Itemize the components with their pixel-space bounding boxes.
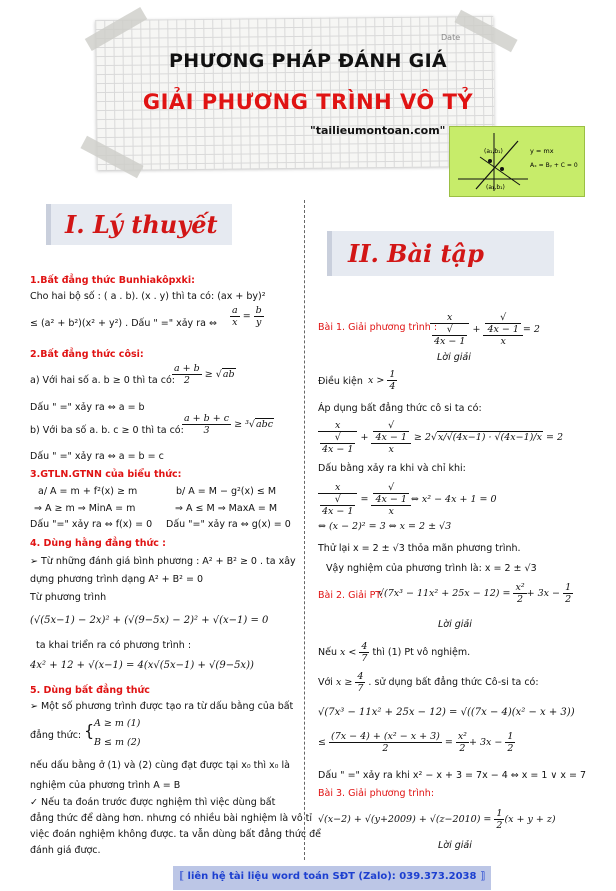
b2-case-1-b: thì (1) Pt vô nghiệm. — [372, 647, 471, 658]
s5-title: 5. Dùng bất đẳng thức — [30, 685, 150, 696]
s1-fraction: $\frac{a}{x}$ = $\frac{b}{y}$ — [232, 305, 262, 328]
b1-rhs: = 2 — [522, 324, 540, 335]
b1-equation: x √ 4x − 1 + √ 4x − 1 x = 2 — [430, 312, 540, 347]
b1-cosi-rhs: = 2 — [545, 432, 563, 443]
graph-eq-2: Aₓ = Bᵧ + C = 0 — [530, 162, 578, 169]
b3-solution-label: Lời giải — [438, 840, 472, 851]
b3-label: Bài 3. Giải phương trình: — [318, 788, 435, 799]
s4-line-2: dựng phương trình dạng A² + B² = 0 — [30, 574, 204, 585]
s2-b-formula: $\frac{a + b + c}{3}$ ≥ ³√abc — [184, 413, 274, 436]
s5-system-2: B ≤ m (2) — [94, 737, 141, 748]
b2-equation-lhs: √(7x³ − 11x² + 25x − 12) = — [378, 588, 511, 599]
s3-a-3: Dấu "=" xảy ra ⇔ f(x) = 0 — [30, 519, 153, 530]
s4-equation-2: 4x² + 12 + √(x−1) = 4(x√(5x−1) + √(9−5x)) — [30, 660, 254, 671]
graph-point-b: (a₁,b₁) — [486, 184, 505, 191]
b1-answer: Vậy nghiệm của phương trình là: x = 2 ± √3 — [326, 563, 537, 574]
s1-line-1: Cho hai bộ số : ( a . b). (x . y) thì ta có: (ax + by)² — [30, 291, 266, 302]
s3-b-3: Dấu "=" xảy ra ⇔ g(x) = 0 — [166, 519, 291, 530]
s4-title: 4. Dùng hằng đẳng thức : — [30, 538, 166, 549]
b1-solution-label: Lời giải — [437, 352, 471, 363]
graph-point-a: (a₁,b₁) — [484, 148, 503, 155]
b2-case-2-b: . sử dụng bất đẳng thức Cô-si ta có: — [368, 677, 539, 688]
s2-title: 2.Bất đẳng thức côsi: — [30, 349, 144, 360]
s2-a-formula: $\frac{a + b}{2}$ ≥ √ab — [174, 363, 235, 386]
s5-line-2: đẳng thức: — [30, 730, 82, 741]
b1-label: Bài 1. Giải phương trình : — [318, 322, 438, 333]
s5-line-1: ➢ Một số phương trình được tạo ra từ dấu bằng của bất — [30, 701, 294, 712]
b2-when: Dấu " =" xảy ra khi x² − x + 3 = 7x − 4 ⇔ x = 1 ∨ x = 7 — [318, 770, 587, 781]
footer-banner — [173, 866, 491, 890]
s2-b-equality: Dấu " =" xảy ra ⇔ a = b = c — [30, 451, 164, 462]
title-line-2: GIẢI PHƯƠNG TRÌNH VÔ TỶ — [142, 90, 474, 114]
b3-equation: √(x−2) + √(y+2009) + √(z−2010) = $\frac{1}{2}$ (x + y + z) — [318, 808, 556, 831]
title-line-1: PHƯƠNG PHÁP ĐÁNH GIÁ — [169, 50, 447, 72]
s3-a-1: a/ A = m + f²(x) ≥ m — [38, 486, 138, 497]
b2-case-2-a: Với — [318, 677, 333, 688]
theory-heading: I. Lý thuyết — [46, 204, 232, 245]
s1-title: 1.Bất đẳng thức Bunhiakôpxki: — [30, 275, 195, 286]
s2-a-equality: Dấu " =" xảy ra ⇔ a = b — [30, 402, 145, 413]
s4-line-1: ➢ Từ những đánh giá bình phương : A² + B² ≥ 0 . ta xây — [30, 556, 296, 567]
s3-a-2: ⇒ A ≥ m ⇒ MinA = m — [34, 503, 136, 514]
s2-b-text: b) Với ba số a. b. c ≥ 0 thì ta có: — [30, 425, 184, 436]
s3-b-2: ⇒ A ≤ M ⇒ MaxA = M — [175, 503, 278, 514]
s3-title: 3.GTLN.GTNN của biểu thức: — [30, 469, 182, 480]
b1-condition: Điều kiện — [318, 376, 363, 387]
s1-line-2: ≤ (a² + b²)(x² + y²) . Dấu " =" xảy ra ⇔ — [30, 318, 217, 329]
s2-a-num: a + b — [174, 363, 200, 374]
s4-line-3: Từ phương trình — [30, 592, 107, 603]
b1-when: Dấu bằng xảy ra khi và chỉ khi: — [318, 463, 466, 474]
s5-line-6: đẳng thức để dàng hơn. nhưng có nhiều bài nghiệm là vô tỉ — [30, 813, 313, 824]
b2-case-1: Nếu x < $\frac{4}{7}$ thì (1) Pt vô nghiệm. — [318, 641, 471, 664]
graph-eq-1: y = mx — [530, 147, 554, 155]
b3-equation-lhs: √(x−2) + √(y+2009) + √(z−2010) = — [318, 814, 492, 825]
s2-b-num: a + b + c — [184, 413, 230, 424]
website-label: "tailieumontoan.com" — [310, 124, 446, 137]
s5-system-1: A ≥ m (1) — [94, 718, 141, 729]
column-divider — [304, 200, 305, 860]
b1-solution: ⇔ (x − 2)² = 3 ⇔ x = 2 ± √3 — [318, 521, 452, 532]
date-label: Date — [441, 33, 461, 42]
s4-line-4: ta khai triển ra có phương trình : — [36, 640, 192, 651]
exercises-heading: II. Bài tập — [327, 231, 554, 276]
b1-check: Thử lại x = 2 ± √3 thỏa mãn phương trình. — [318, 543, 521, 554]
s5-line-8: đánh giá được. — [30, 845, 101, 856]
b1-condition-formula: x > $\frac{1}{4}$ — [368, 369, 396, 392]
b2-equation-tail: + 3x − — [526, 588, 561, 599]
s2-a-text: a) Với hai số a. b ≥ 0 thì ta có: — [30, 375, 175, 386]
footer-text: ⟦ liên hệ tài liệu word toán SĐT (Zalo): 039.373.2038 ⟧ — [179, 871, 485, 882]
coordinate-graph-icon — [450, 127, 584, 196]
s5-line-4: nghiệm của phương trình A = B — [30, 780, 181, 791]
b2-label: Bài 2. Giải PT: — [318, 590, 384, 601]
b2-equation: √(7x³ − 11x² + 25x − 12) = $\frac{\text{x²}}{2}$ + 3x − $\frac{1}{2}$ — [378, 582, 572, 605]
s4-equation-1: (√(5x−1) − 2x)² + (√(9−5x) − 2)² + √(x−1) = 0 — [30, 615, 269, 626]
b2-step-2-tail: + 3x − — [469, 737, 503, 748]
b1-cosi-equation: x √ 4x − 1 + √ 4x − 1 x ≥ 2√x/√(4x−1) · √(4x−1)/x = 2 — [318, 420, 563, 455]
s5-line-7: việc đoán nghiệm không được. ta vẫn dùng bất đẳng thức để — [30, 829, 321, 840]
graph-illustration — [449, 126, 585, 197]
s5-line-5: ✓ Nếu ta đoán trước được nghiệm thì việc dùng bất — [30, 797, 276, 808]
b2-step-1: √(7x³ − 11x² + 25x − 12) = √((7x − 4)(x² − x + 3)) — [318, 707, 575, 718]
b2-case-2: Với x ≥ $\frac{4}{7}$ . sử dụng bất đẳng thức Cô-si ta có: — [318, 671, 539, 694]
b2-solution-label: Lời giải — [438, 619, 472, 630]
b2-step-2: ≤ $\frac{\text{(7x − 4) + (x² − x + 3)}}{2}$ = $\frac{\text{x²}}{2}$ + 3x − $\frac{1}{2}$ — [318, 731, 514, 754]
b1-quadratic: ⇔ x² − 4x + 1 = 0 — [410, 494, 497, 505]
b1-equality-equation: x √ 4x − 1 = √ 4x − 1 x ⇔ x² − 4x + 1 = 0 — [318, 482, 497, 517]
b3-equation-tail: (x + y + z) — [504, 814, 556, 825]
s5-line-3: nếu dấu bằng ở (1) và (2) cùng đạt được tại x₀ thì x₀ là — [30, 760, 290, 771]
s3-b-1: b/ A = M − g²(x) ≤ M — [176, 486, 277, 497]
s5-brace: { — [84, 721, 95, 740]
b2-case-1-a: Nếu — [318, 647, 337, 658]
b1-apply: Áp dụng bất đẳng thức cô si ta có: — [318, 403, 482, 414]
